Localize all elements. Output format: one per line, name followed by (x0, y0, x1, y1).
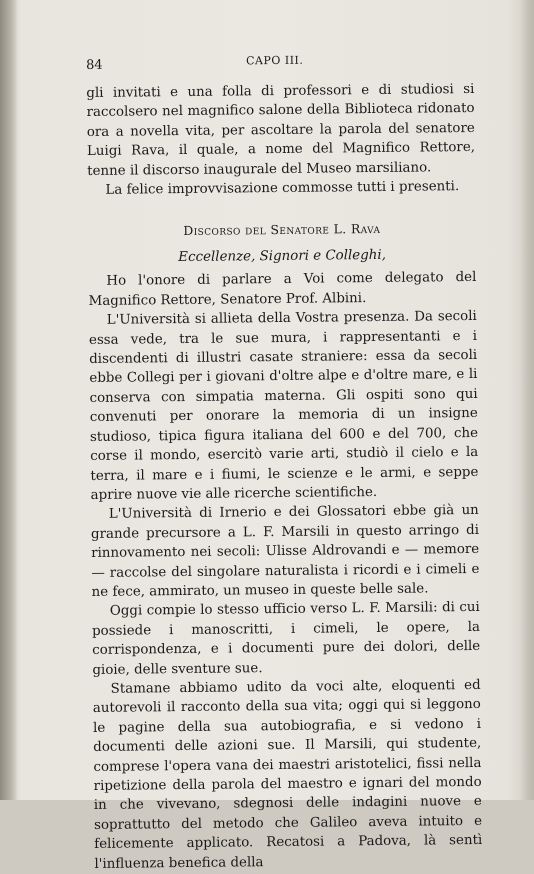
page-number: 84 (86, 57, 103, 73)
text-block (86, 52, 483, 874)
paragraph: L'Università di Irnerio e dei Glossatori ebbe già un grande precursore a L. F. Marsili in questo arringo di rinnovamento nei secoli: Ulisse Aldrovandi e — memore — raccolse del singolare naturalista i ricordi e i cimeli e ne fece, ammirato, un museo in queste belle sale. (90, 503, 480, 600)
section-title: Discorso del Senatore L. Rava (183, 221, 381, 239)
binding-shadow (0, 0, 18, 800)
intro-closing-line: La felice improvvisazione commosse tutti i presenti. (105, 179, 460, 198)
page-header (86, 52, 474, 84)
paragraph: Ho l'onore di parlare a Voi come delegato del Magnifico Rettore, Senatore Prof. Albini. (88, 270, 477, 309)
paragraph: Oggi compie lo stesso ufficio verso L. F. Marsili: di cui possiede i manoscritti, i cimeli, le opere, la corrispondenza, e i documenti pure dei dolori, delle gioie, delle sventure sue. (91, 600, 481, 678)
running-head: CAPO III. (245, 53, 304, 68)
salutation: Eccellenze, Signori e Colleghi, (178, 248, 387, 266)
paragraph: Stamane abbiamo udito da voci alte, eloquenti ed autorevoli il racconto della sua vita; oggi qui si leggono le pagine della sua autobiografia, e si vedono i documenti delle azioni sue. Il Marsili, qui studente, comprese l'opera vana dei maestri aristotelici, fissi nella ripetizione della parola del maestro e ignari del mondo in che vivevano, sdegnosi delle indagini nuove e soprattutto del metodo che Galileo aveva intuito e felicemente applicato. Recatosi a Padova, là sentì l'influenza benefica della (92, 677, 483, 872)
intro-paragraph: gli invitati e una folla di professori e di studiosi si raccolsero nel magnifico salone della Biblioteca ridonato ora a novella vita, per ascoltare la parola del senatore Luigi Rava, il quale, a nome del Magnifico Rettore, tenne il discorso inaugurale del Museo marsiliano. (86, 81, 476, 179)
paragraph: L'Università si allieta della Vostra presenza. Da secoli essa vede, tra le sue mura, i rappresentanti e i discendenti di illustri casate straniere: essa da secoli ebbe Collegi per i giovani d'oltre alpe e d'oltre mare, e li conserva con simpatia materna. Gli ospiti sono qui convenuti per onorare la memoria di un insigne studioso, tipica figura italiana del 600 e del 700, che corse il mondo, esercitò varie arti, studiò il cielo e la terra, il mare e i fiumi, le scienze e le armi, e seppe aprire nuove vie alle ricerche scientifiche. (88, 309, 479, 503)
page-edge-shadow (520, 0, 534, 800)
